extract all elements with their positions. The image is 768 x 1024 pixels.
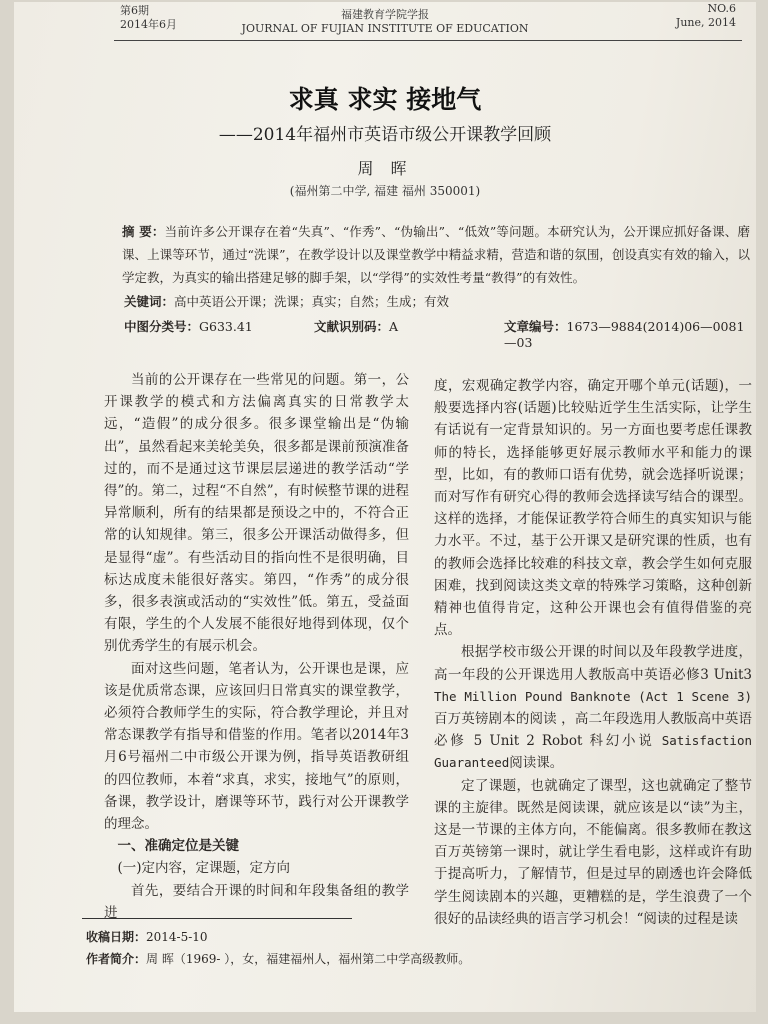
issue-date-cn: 2014年6月: [120, 18, 177, 31]
keywords-label: 关键词：: [124, 294, 175, 309]
english-title: The Million Pound Banknote (Act 1 Scene 3): [434, 688, 752, 704]
abstract-label: 摘 要：: [122, 224, 165, 239]
author-affiliation: (福州第二中学, 福建 福州 350001): [289, 184, 481, 198]
paragraph: 首先，要结合开课的时间和年段集备组的教学进: [104, 882, 409, 921]
article-subtitle: ——2014年福州市英语市级公开课教学回顾: [218, 125, 552, 145]
journal-name-cn: 福建教育学院学报: [341, 8, 429, 21]
paragraph: 当前的公开课存在一些常见的问题。第一，公开课教学的模式和方法偏离真实的日常教学太远，“造假”的成分很多。很多课堂输出是“伪输出”，虽然看起来美轮美奂，很多都是课前预演准备过的，而不是通过这节课层层递进的教学活动“学得”的。第二，过程“不自然”，有时候整节课的进程异常顺利，所有的结果都是预设之中的，不符合正常的认知规律。第三，很多公开课活动做得多，但是显得“虚”。有些活动目的指向性不是很明确，目标达成度未能很好落实。第四，“作秀”的成分很多，很多表演或活动的“实效性”低。第五，受益面有限，学生的个人发展不能很好地得到体现，仅个别优秀学生的有展示机会。: [104, 372, 409, 655]
article-number-value: 1673—9884(2014)06—0081—03: [504, 319, 745, 350]
header-rule: [114, 40, 742, 41]
issue-number-cn: 第6期: [120, 4, 149, 17]
paragraph-text: 阅读课。: [509, 755, 564, 772]
author-bio-label: 作者简介：: [86, 952, 147, 966]
paragraph: 面对这些问题，笔者认为，公开课也是课，应该是优质常态课，应该回归日常真实的课堂教学，必须符合教师学生的实际，符合教学理论，并且对常态课教学有指导和借鉴的作用。笔者以2014年3月6号福州二中市级公开课为例，指导英语教研组的四位教师，本着“求真，求实，接地气”的原则，备课，教学设计，磨课等环节，践行对公开课教学的理念。: [104, 660, 409, 833]
journal-page: [14, 2, 756, 1012]
journal-name-en: JOURNAL OF FUJIAN INSTITUTE OF EDUCATION: [241, 22, 529, 35]
clc-value: G633.41: [199, 319, 253, 334]
issue-date-en: June, 2014: [675, 16, 736, 29]
paragraph-text: 根据学校市级公开课的时间以及年段教学进度，高一年段的公开课选用人教版高中英语必修3 Unit3: [434, 644, 752, 683]
footnote-rule: [82, 918, 352, 919]
author-bio-value: 周 晖（1969- ），女，福建福州人，福州第二中学高级教师。: [146, 952, 471, 966]
paragraph: 定了课题，也就确定了课型，这也就确定了整节课的主旋律。既然是阅读课，就应该是以“读”为主，这是一节课的主体方向，不能偏离。很多教师在教这百万英镑第一课时，就让学生看电影，这样或许有助于提高听力，了解情节，但是过早的剧透也许会降低学生阅读剧本的兴趣，更糟糕的是，学生浪费了一个很好的品读经典的语言学习机会！“阅读的过程是读: [434, 777, 752, 927]
issue-number-en: NO.6: [707, 2, 736, 15]
clc-label: 中图分类号：: [124, 319, 200, 334]
received-label: 收稿日期：: [86, 930, 147, 944]
english-title: Satisfaction Guaranteed: [434, 733, 752, 771]
author-name: 周 晖: [357, 159, 413, 178]
section-heading: 一、准确定位是关键: [117, 838, 239, 855]
article-number: [504, 317, 756, 350]
received-date: [86, 928, 208, 945]
clc-number: [124, 317, 253, 335]
paragraph: [434, 641, 752, 774]
subsection-heading: (一)定内容，定课题，定方向: [117, 860, 291, 877]
running-header-right: [676, 2, 736, 30]
received-value: 2014-5-10: [146, 930, 208, 944]
article-number-label: 文章编号：: [504, 319, 567, 334]
keywords: [124, 292, 449, 310]
paragraph-text: 百万英镑剧本的阅读 ，高二年段选用人教版高中英语必修 5 Unit 2 Robot 科幻小说: [434, 711, 752, 750]
abstract: [122, 220, 750, 289]
document-code-value: A: [389, 319, 399, 334]
body-column-left: [104, 369, 409, 924]
running-header-center: [14, 8, 756, 36]
document-code-label: 文献识别码：: [314, 319, 390, 334]
body-column-right: [434, 375, 752, 930]
paragraph: 度，宏观确定教学内容，确定开哪个单元(话题)，一般要选择内容(话题)比较贴近学生生活实际，让学生有话说有一定背景知识的。另一方面也要考虑任课教师的特长，选择能够更好展示教师水平和能力的课型，比如，有的教师口语有优势，就会选择听说课；而对写作有研究心得的教师会选择读写结合的课型。这样的选择，才能保证教学符合师生的真实知识与能力水平。不过，基于公开课又是研究课的性质，也有的教师会选择比较难的科技文章，教会学生如何克服困难，找到阅读这类文章的特殊学习策略，这种创新精神也值得肯定，这种公开课也会有值得借鉴的亮点。: [434, 378, 752, 639]
article-title: 求真 求实 接地气: [288, 85, 482, 114]
document-code: [314, 317, 398, 335]
author-bio: [86, 950, 470, 967]
abstract-text: 当前许多公开课存在着“失真”、“作秀”、“伪输出”、“低效”等问题。本研究认为，公开课应抓好备课、磨课、上课等环节，通过“洗课”，在教学设计以及课堂教学中精益求精，营造和谐的氛围，创设真实有效的输入，以学定教，为真实的输出搭建足够的脚手架，以“学得”的实效性考量“教得”的有效性。: [122, 224, 750, 285]
keywords-text: 高中英语公开课；洗课；真实；自然；生成；有效: [174, 294, 450, 309]
